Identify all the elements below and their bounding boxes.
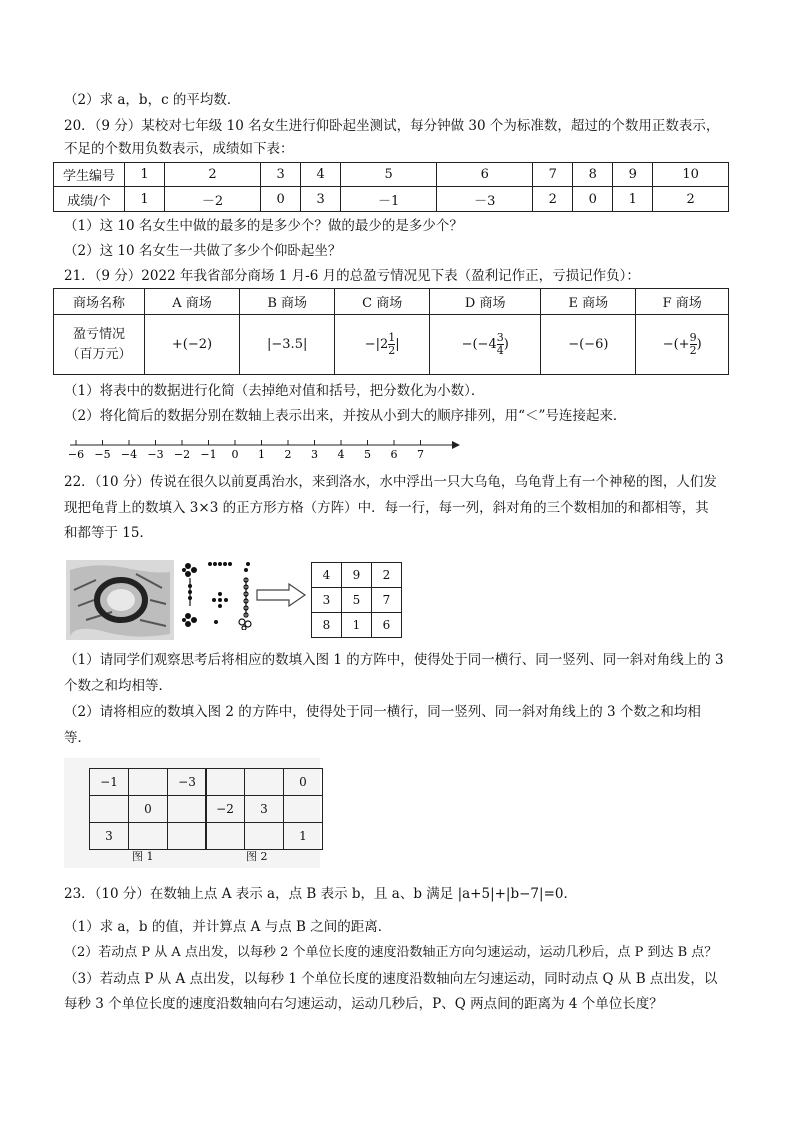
q21-stem: 21．（9 分）2022 年我省部分商场 1 月-6 月的总盈亏情况见下表（盈利记作正，亏损记作负）： [64,268,640,284]
q21-value-e: −(−6) [541,315,636,375]
fig2-cell: −2 [206,796,245,823]
number-line-tick-label: −3 [147,448,164,460]
q20-stem-line1: 20．（9 分）某校对七年级 10 名女生进行仰卧起坐测试，每分钟做 30 个为标准数，超过的个数用正数表示， [64,118,720,134]
q21-profit-table [53,288,729,375]
q20-score-cell: －3 [437,187,533,212]
q23-part3-line2: 每秒 3 个单位长度的速度沿数轴向右匀速运动，运动几秒后，P、Q 两点间的距离为 4 个单位长度？ [64,996,663,1012]
fraction-numerator: 1 [388,331,396,344]
q20-id-cell: 5 [341,163,437,187]
q21-store-name: F 商场 [636,289,729,315]
fig1-cell [129,823,168,850]
q22-part2-line1: （2）请将相应的数填入图 2 的方阵中，使得处于同一横行，同一竖列、同一斜对角线上的 3 个数之和均相 [64,704,701,720]
magic-cell: 8 [312,613,342,638]
fraction-numerator: 9 [689,331,697,344]
q20-id-cell: 6 [437,163,533,187]
q20-id-cell: 8 [573,163,613,187]
q21-value-c [335,315,430,375]
fraction-denominator: 2 [388,344,396,357]
q21-value-d-fraction [497,332,504,357]
figure-2-grid [205,768,323,850]
luoshu-magic-square [311,562,402,638]
q23-part3-line1: （3）若动点 P 从 A 点出发，以每秒 1 个单位长度的速度沿数轴向左匀速运动，同时动点 Q 从 B 点出发，以 [64,971,718,987]
q20-id-row [54,163,729,187]
q20-score-table [53,162,729,212]
number-line-tick-label: 1 [258,448,265,460]
figure-1-caption: 图 1 [132,850,154,863]
q20-id-cell: 10 [653,163,729,187]
q21-store-name: B 商场 [240,289,335,315]
q23-part1: （1）求 a，b 的值，并计算点 A 与点 B 之间的距离． [64,919,392,935]
magic-cell: 4 [312,563,342,588]
fig1-cell [90,796,129,823]
q21-value-f [636,315,729,375]
fraction-numerator: 3 [496,331,504,344]
magic-cell: 6 [372,613,402,638]
fraction-denominator: 4 [496,344,504,357]
magic-cell: 9 [342,563,372,588]
right-arrow-icon [255,582,307,608]
magic-cell: 7 [372,588,402,613]
q20-score-cell: 2 [653,187,729,212]
q22-part2-line2: 等． [64,730,91,746]
q21-value-c-suffix: | [395,337,400,352]
fig2-cell [245,769,284,796]
q20-score-cell: 2 [533,187,573,212]
number-line-tick-label: 5 [364,448,371,460]
fig2-cell: 3 [245,796,284,823]
number-line-tick-label: 7 [417,448,424,460]
number-line-arrow-icon [452,441,460,449]
number-line-tick-label: −2 [173,448,191,460]
q23-stem: 23．（10 分）在数轴上点 A 表示 a，点 B 表示 b，且 a、b 满足 |a+5|+|b−7|=0． [64,886,577,902]
number-line-tick-label: −4 [120,448,138,460]
q20-id-cell: 3 [261,163,301,187]
figure-1-grid [89,768,207,850]
q20-score-cell: －1 [341,187,437,212]
q21-value-d [430,315,541,375]
number-line-tick-label: 6 [390,448,398,460]
magic-cell: 3 [312,588,342,613]
q20-id-cell: 2 [165,163,261,187]
fig2-cell: 0 [284,769,323,796]
fig1-cell: −1 [90,769,129,796]
q21-value-f-prefix: −(+ [662,337,690,352]
fig2-cell [245,823,284,850]
number-line-ticks [68,440,424,460]
q21-store-name: D 商场 [430,289,541,315]
q20-id-cell: 1 [125,163,165,187]
q20-score-cell: 0 [261,187,301,212]
q20-score-cell: 1 [125,187,165,212]
q20-row-label: 成绩/个 [54,187,125,212]
q21-number-line [60,436,460,460]
q20-score-cell: 3 [301,187,341,212]
q23-part2: （2）若动点 P 从 A 点出发，以每秒 2 个单位长度的速度沿数轴正方向匀速运动，运动几秒后，点 P 到达 B 点？ [64,945,718,960]
q20-score-cell: 1 [613,187,653,212]
q22-stem-line1: 22．（10 分）传说在很久以前夏禹治水，来到洛水，水中浮出一只大乌龟，乌龟背上有一个神秘的图，人们发 [64,474,717,490]
q20-score-row [54,187,729,212]
q22-part1-line1: （1）请同学们观察思考后将相应的数填入图 1 的方阵中，使得处于同一横行、同一竖列、同一斜对角线上的 3 [64,652,724,668]
number-line-tick-label: −6 [67,448,85,460]
q21-row-label [54,315,145,375]
q21-row-label-b: （百万元） [66,346,132,362]
fig1-cell: −3 [168,769,207,796]
number-line-tick-label: 0 [231,448,239,460]
number-line-tick-label: 3 [311,448,318,460]
q22-part1-line2: 个数之和均相等． [64,678,172,694]
q21-value-f-suffix: ) [696,337,702,352]
q20-stem-line2: 不足的个数用负数表示，成绩如下表： [64,141,294,157]
fig2-cell [206,769,245,796]
fraction-denominator: 2 [689,344,697,357]
fig1-cell: 3 [90,823,129,850]
q21-value-d-suffix: ) [503,337,509,352]
q22-stem-line3: 和都等于 15． [64,525,153,541]
q21-value-b: |−3.5| [240,315,335,375]
q22-stem-line2: 现把龟背上的数填入 3×3 的正方形方格（方阵）中．每一行，每一列，斜对角的三个数相加的和都相等，其 [64,500,709,516]
fig2-cell [284,796,323,823]
q21-value-row [54,315,729,375]
q21-store-name: C 商场 [335,289,430,315]
figure-2-caption: 图 2 [246,850,268,863]
fig2-cell [206,823,245,850]
q19-part2: （2）求 a，b，c 的平均数． [64,92,241,108]
q20-part2: （2）这 10 名女生一共做了多少个仰卧起坐？ [64,243,342,259]
fig2-cell: 1 [284,823,323,850]
turtle-shell-illustration [66,560,174,640]
q21-row-label-a: 盈亏情况 [72,326,125,342]
q21-store-name: E 商场 [541,289,636,315]
q21-value-f-fraction [690,332,697,357]
q21-store-name: A 商场 [145,289,240,315]
q21-value-a: +(−2) [145,315,240,375]
q20-id-cell: 7 [533,163,573,187]
magic-cell: 1 [342,613,372,638]
q20-id-cell: 4 [301,163,341,187]
fig1-cell [168,823,207,850]
q21-value-d-prefix: −(−4 [461,337,497,352]
q21-header-row [54,289,729,315]
number-line-tick-label: 4 [337,448,345,460]
number-line-tick-label: −1 [200,448,217,460]
q21-header-label: 商场名称 [54,289,145,315]
number-line-tick-label: 2 [284,448,292,460]
q20-row-label: 学生编号 [54,163,125,187]
q20-part1: （1）这 10 名女生中做的最多的是多少个？做的最少的是多少个？ [64,218,463,234]
number-line-tick-label: −5 [94,448,111,460]
magic-cell: 2 [372,563,402,588]
fig1-cell [129,769,168,796]
luoshu-dot-diagram [180,560,256,630]
q20-score-cell: －2 [165,187,261,212]
fig1-cell: 0 [129,796,168,823]
q20-id-cell: 9 [613,163,653,187]
q21-part2: （2）将化简后的数据分别在数轴上表示出来，并按从小到大的顺序排列，用“＜”号连接起来． [64,408,627,424]
magic-cell: 5 [342,588,372,613]
q20-score-cell: 0 [573,187,613,212]
q21-value-c-prefix: −|2 [364,337,389,352]
q21-part1: （1）将表中的数据进行化简（去掉绝对值和括号，把分数化为小数）． [64,383,485,399]
fig1-cell [168,796,207,823]
